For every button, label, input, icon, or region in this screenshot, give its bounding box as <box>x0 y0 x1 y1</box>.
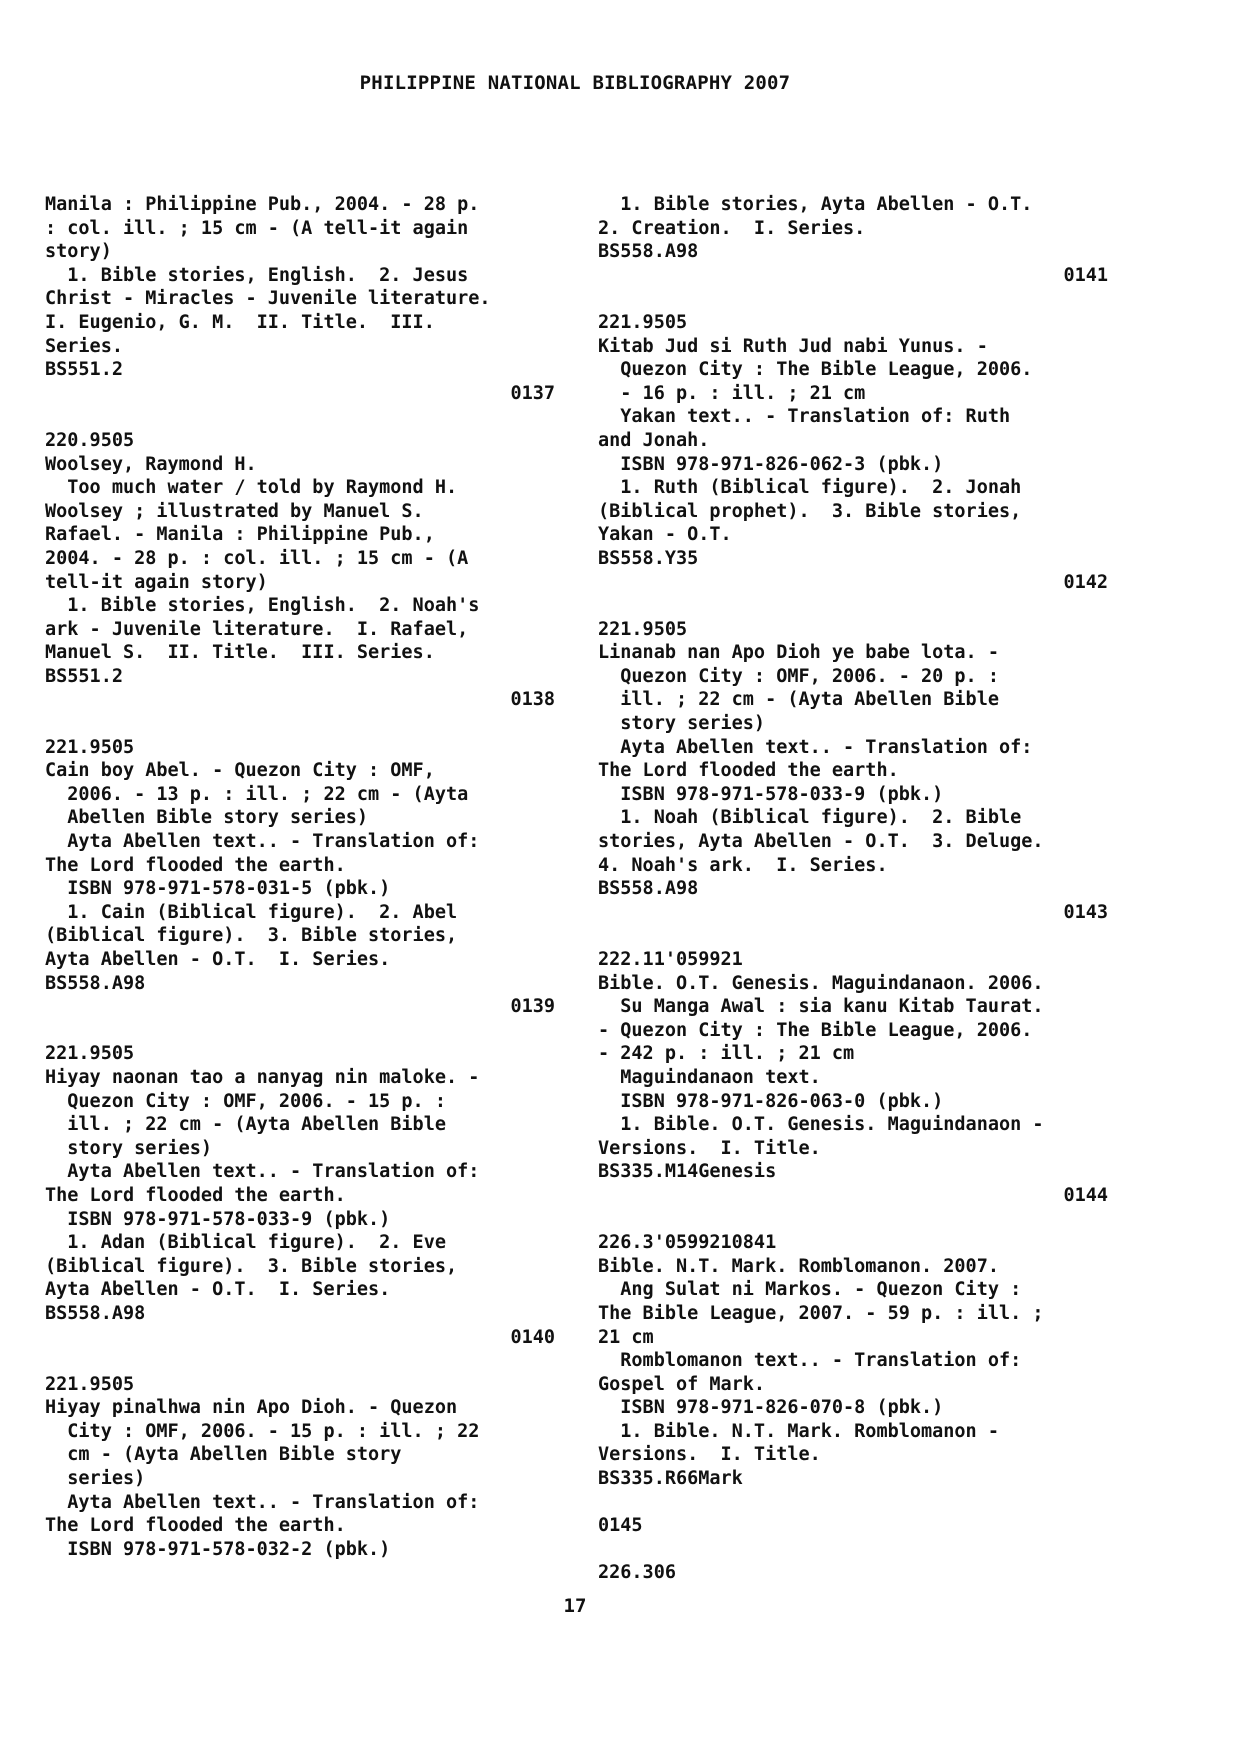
entry-line <box>45 712 555 736</box>
entry-line: story series) <box>45 1137 213 1159</box>
entry-line: Series. <box>45 335 123 357</box>
entry-line: tell-it again story) <box>45 571 268 593</box>
record-number: 0139 <box>510 996 555 1018</box>
entry-line: Romblomanon text.. - Translation of: <box>598 1350 1022 1372</box>
entry-line: story) <box>45 241 112 263</box>
record-number: 0143 <box>1063 901 1108 923</box>
entry-line <box>598 594 1108 618</box>
entry-line: 2006. - 13 p. : ill. ; 22 cm - (Ayta <box>45 783 469 805</box>
entry-line: BS558.A98 <box>598 241 699 263</box>
entry-line: Woolsey, Raymond H. <box>45 453 257 475</box>
entry-line: BS558.A98 <box>45 972 146 994</box>
left-column <box>45 193 555 1561</box>
entry-line: Maguindanaon text. <box>598 1066 821 1088</box>
entry-line: Ang Sulat ni Markos. - Quezon City : <box>598 1279 1022 1301</box>
entry-line: 1. Bible. O.T. Genesis. Maguindanaon - <box>598 1114 1044 1136</box>
entry-line: ill. ; 22 cm - (Ayta Abellen Bible <box>45 1114 446 1136</box>
entry-line: Ayta Abellen - O.T. I. Series. <box>45 1279 391 1301</box>
entry-line: cm - (Ayta Abellen Bible story <box>45 1444 402 1466</box>
entry-line: ISBN 978-971-578-033-9 (pbk.) <box>45 1208 391 1230</box>
entry-line: 1. Ruth (Biblical figure). 2. Jonah <box>598 477 1022 499</box>
entry-line: Abellen Bible story series) <box>45 807 369 829</box>
entry-line: Cain boy Abel. - Quezon City : OMF, <box>45 760 435 782</box>
entry-line <box>598 1538 1108 1562</box>
entry-line: 1. Bible stories, Ayta Abellen - O.T. <box>598 194 1033 215</box>
entry-line: BS558.Y35 <box>598 547 699 569</box>
entry-line: - 242 p. : ill. ; 21 cm <box>598 1043 855 1065</box>
entry-line: - Quezon City : The Bible League, 2006. <box>598 1019 1033 1041</box>
entry-line: Christ - Miracles - Juvenile literature. <box>45 288 491 310</box>
entry-line: series) <box>45 1468 146 1490</box>
entry-line: The Bible League, 2007. - 59 p. : ill. ; <box>598 1302 1044 1324</box>
entry-line: 1. Adan (Biblical figure). 2. Eve <box>45 1232 446 1254</box>
entry-line: 221.9505 <box>45 1043 135 1065</box>
entry-line: The Lord flooded the earth. <box>598 760 899 782</box>
entry-line: 21 cm <box>598 1326 654 1348</box>
entry-line: 4. Noah's ark. I. Series. <box>598 854 888 876</box>
entry-line: Kitab Jud si Ruth Jud nabi Yunus. - <box>598 335 988 357</box>
page-header: PHILIPPINE NATIONAL BIBLIOGRAPHY 2007 <box>359 72 791 94</box>
entry-line: Woolsey ; illustrated by Manuel S. <box>45 500 424 522</box>
page-number: 17 <box>563 1595 587 1617</box>
entry-line: story series) <box>598 713 766 735</box>
entry-line: : col. ill. ; 15 cm - (A tell-it again <box>45 217 469 239</box>
entry-line: The Lord flooded the earth. <box>45 854 346 876</box>
record-number: 0142 <box>1063 571 1108 593</box>
record-number: 0140 <box>510 1326 555 1348</box>
entry-line: 2. Creation. I. Series. <box>598 217 866 239</box>
entry-line: 2004. - 28 p. : col. ill. ; 15 cm - (A <box>45 547 469 569</box>
entry-line: Linanab nan Apo Dioh ye babe lota. - <box>598 642 999 664</box>
right-column <box>598 193 1108 1585</box>
entry-line: Ayta Abellen text.. - Translation of: <box>45 831 480 853</box>
record-number: 0138 <box>510 689 555 711</box>
entry-line: ISBN 978-971-826-062-3 (pbk.) <box>598 453 944 475</box>
entry-line: Ayta Abellen text.. - Translation of: <box>45 1161 480 1183</box>
entry-line: Ayta Abellen - O.T. I. Series. <box>45 949 391 970</box>
entry-line: ark - Juvenile literature. I. Rafael, <box>45 618 469 640</box>
entry-line: 226.306 <box>598 1562 676 1584</box>
entry-line: BS558.A98 <box>45 1302 146 1324</box>
entry-line: Yakan text.. - Translation of: Ruth <box>598 406 1011 428</box>
entry-line: 1. Bible stories, English. 2. Noah's <box>45 595 480 617</box>
entry-line <box>598 924 1108 948</box>
entry-line: BS558.A98 <box>598 878 699 900</box>
record-number: 0137 <box>510 382 555 404</box>
entry-line: City : OMF, 2006. - 15 p. : ill. ; 22 <box>45 1420 480 1442</box>
entry-line <box>598 1208 1108 1232</box>
entry-line: Su Manga Awal : sia kanu Kitab Taurat. <box>598 996 1044 1018</box>
record-number: 0144 <box>1063 1184 1108 1206</box>
entry-line: Quezon City : OMF, 2006. - 20 p. : <box>598 665 999 687</box>
entry-line: BS335.R66Mark <box>598 1468 743 1490</box>
entry-line: - 16 p. : ill. ; 21 cm <box>598 382 866 404</box>
entry-line <box>598 287 1108 311</box>
record-number: 0141 <box>1063 264 1108 286</box>
entry-line: Versions. I. Title. <box>598 1137 821 1159</box>
entry-line: BS551.2 <box>45 665 123 687</box>
entry-line: 221.9505 <box>45 1373 135 1395</box>
entry-line <box>45 1019 555 1043</box>
entry-line: Versions. I. Title. <box>598 1444 821 1466</box>
entry-line: (Biblical prophet). 3. Bible stories, <box>598 500 1022 522</box>
entry-line: Too much water / told by Raymond H. <box>45 477 458 499</box>
entry-line: ISBN 978-971-578-031-5 (pbk.) <box>45 878 391 900</box>
entry-line: ISBN 978-971-826-063-0 (pbk.) <box>598 1090 944 1112</box>
entry-line: 221.9505 <box>598 311 688 333</box>
entry-line: Hiyay naonan tao a nanyag nin maloke. - <box>45 1066 480 1088</box>
entry-line: (Biblical figure). 3. Bible stories, <box>45 925 458 947</box>
entry-line: BS335.M14Genesis <box>598 1161 777 1183</box>
entry-line <box>45 405 555 429</box>
entry-line: 221.9505 <box>598 618 688 640</box>
entry-line: Ayta Abellen text.. - Translation of: <box>45 1491 480 1513</box>
entry-line: Manuel S. II. Title. III. Series. <box>45 642 435 664</box>
entry-line: 221.9505 <box>45 736 135 758</box>
entry-line: ISBN 978-971-826-070-8 (pbk.) <box>598 1397 944 1419</box>
entry-line: ill. ; 22 cm - (Ayta Abellen Bible <box>598 689 999 711</box>
entry-line: Gospel of Mark. <box>598 1373 766 1395</box>
entry-line: I. Eugenio, G. M. II. Title. III. <box>45 311 435 333</box>
entry-line: Bible. N.T. Mark. Romblomanon. 2007. <box>598 1255 999 1277</box>
entry-line: 0145 <box>598 1515 643 1537</box>
entry-line: 1. Bible stories, English. 2. Jesus <box>45 264 469 286</box>
entry-line: ISBN 978-971-578-032-2 (pbk.) <box>45 1538 391 1560</box>
entry-line: stories, Ayta Abellen - O.T. 3. Deluge. <box>598 831 1044 853</box>
entry-line: Yakan - O.T. <box>598 524 732 546</box>
entry-line: 226.3'0599210841 <box>598 1232 777 1254</box>
entry-line: The Lord flooded the earth. <box>45 1515 346 1537</box>
entry-line: The Lord flooded the earth. <box>45 1184 346 1206</box>
record-number <box>598 1491 1108 1515</box>
entry-line: Bible. O.T. Genesis. Maguindanaon. 2006. <box>598 972 1044 994</box>
entry-line: ISBN 978-971-578-033-9 (pbk.) <box>598 783 944 805</box>
entry-line: Ayta Abellen text.. - Translation of: <box>598 736 1033 758</box>
entry-line: Quezon City : The Bible League, 2006. <box>598 359 1033 381</box>
entry-line: Quezon City : OMF, 2006. - 15 p. : <box>45 1090 446 1112</box>
entry-line: Hiyay pinalhwa nin Apo Dioh. - Quezon <box>45 1397 458 1419</box>
entry-line: and Jonah. <box>598 429 710 451</box>
entry-line: 1. Bible. N.T. Mark. Romblomanon - <box>598 1420 999 1442</box>
entry-line: (Biblical figure). 3. Bible stories, <box>45 1255 458 1277</box>
entry-line: Rafael. - Manila : Philippine Pub., <box>45 524 435 546</box>
entry-line: Manila : Philippine Pub., 2004. - 28 p. <box>45 194 480 215</box>
entry-line: 220.9505 <box>45 429 135 451</box>
entry-line <box>45 1349 555 1373</box>
entry-line: 222.11'059921 <box>598 949 743 970</box>
entry-line: 1. Cain (Biblical figure). 2. Abel <box>45 901 458 923</box>
entry-line: 1. Noah (Biblical figure). 2. Bible <box>598 807 1022 829</box>
entry-line: BS551.2 <box>45 359 123 381</box>
